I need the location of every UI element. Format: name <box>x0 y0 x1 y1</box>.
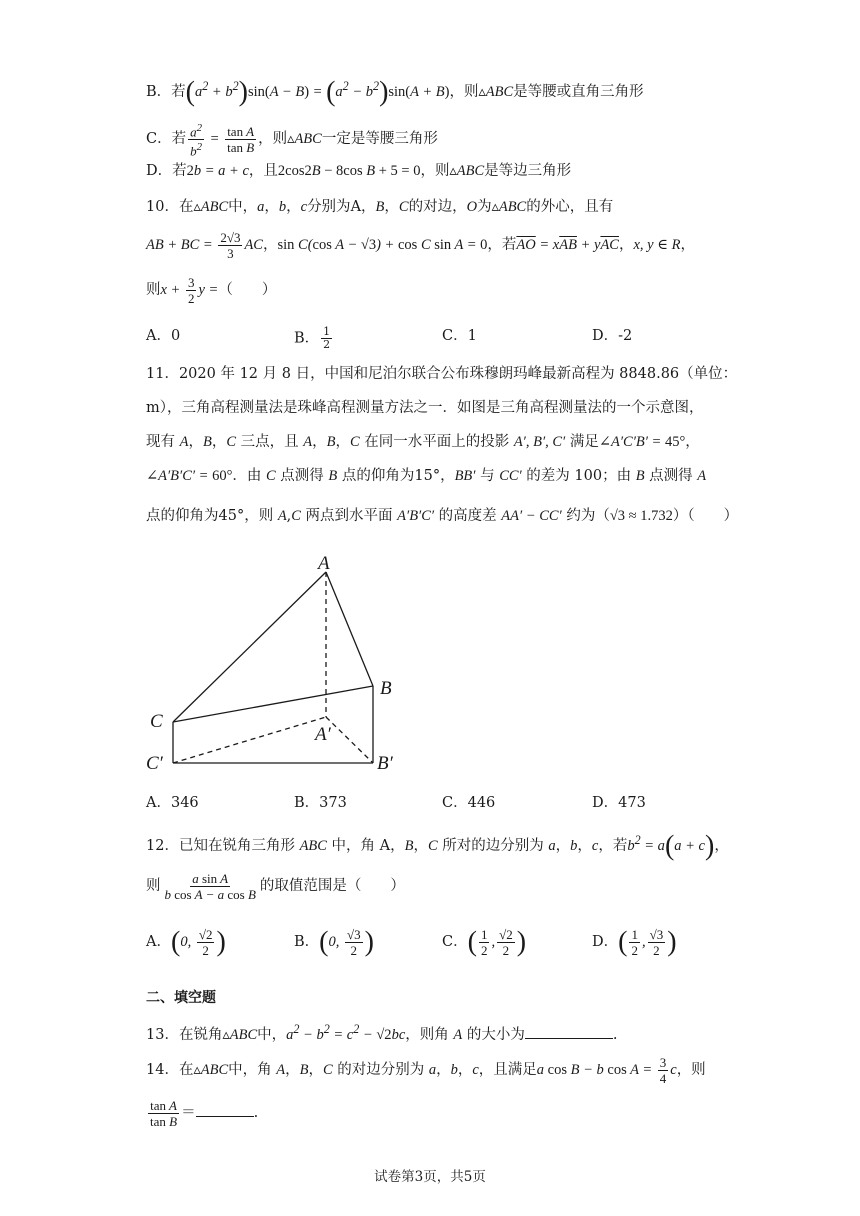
label-a: A <box>318 553 330 574</box>
q12-line-1: 12．已知在锐角三角形 ABC 中，角 A，B，C 所对的边分别为 a，b，c，若$b^2 = a(a + c)$， <box>146 830 729 862</box>
q9-option-d: D．若2b = a + c，且2cos2B − 8cos B + 5 = 0，则▵ABC是等边三角形 <box>146 163 572 179</box>
q10-option-b: B． $\frac{1}{2}$ <box>294 325 331 351</box>
page-footer: 试卷第3页，共5页 <box>374 1169 486 1185</box>
q11-line-3: 现有 A，B，C 三点，且 A，B，C 在同一水平面上的投影 A′, B′, C′ 满足∠A′C′B′ = 45°， <box>146 434 700 450</box>
q14-line-1: 14．在▵ABC中，角 A，B，C 的对边分别为 a，b，c，且满足a cos B − b cos A = $\frac{3}{4}$ c，则 <box>146 1055 706 1087</box>
q10-option-c: C．1 <box>442 328 477 344</box>
q11-line-2: m），三角高程测量法是珠峰高程测量方法之一．如图是三角高程测量法的一个示意图， <box>146 400 704 416</box>
q12-option-a: A．(0, $\frac{√2}{2}$ ) <box>146 926 226 959</box>
q11-option-c: C．446 <box>442 795 496 811</box>
edge-ac <box>173 572 326 722</box>
q11-line-1: 11．2020 年 12 月 8 日，中国和尼泊尔联合公布珠穆朗玛峰最新高程为 8848.86（单位： <box>146 366 738 382</box>
q10-option-d: D．-2 <box>592 328 633 344</box>
q10-option-a: A．0 <box>146 328 181 344</box>
label-b-prime: B′ <box>377 753 393 774</box>
q13-answer-blank[interactable] <box>525 1038 613 1039</box>
label-c: C <box>150 711 163 732</box>
q14-answer-blank[interactable] <box>196 1116 254 1117</box>
q12-line-2: 则 $\frac{\text{a sin A}}{\text{b cos A − a cos B}}$ 的取值范围是（ ） <box>146 871 405 903</box>
q12-option-b: B．(0, $\frac{√3}{2}$ ) <box>294 926 374 959</box>
edge-a1b1 <box>326 717 373 763</box>
q12-option-c: C．( $\frac{1}{2}$ , $\frac{√2}{2}$ ) <box>442 926 527 959</box>
q11-line-5: 点的仰角为45°，则 A,C 两点到水平面 A′B′C′ 的高度差 AA′ − CC′ 约为（√3 ≈ 1.732）（ ） <box>146 508 739 524</box>
edge-cb <box>173 686 373 722</box>
q10-line-2: AB + BC = $\frac{2√3}{3}$ AC，sin C(cos A − √3) + cos C sin A = 0，若$\overline{AO} = x\overline{AB} + y\overline{AC}$，x, y ∈ R， <box>146 230 695 262</box>
q11-line-4: ∠A′B′C′ = 60°．由 C 点测得 B 点的仰角为15°，BB′ 与 CC′ 的差为 100；由 B 点测得 A <box>146 468 707 484</box>
q9-option-b: B．若$(a^2 + b^2)\sin(A - B) = (a^2 - b^2)\sin(A + B)$，则▵ABC是等腰或直角三角形 <box>146 76 644 108</box>
label-a-prime: A′ <box>315 724 331 745</box>
q10-line-1: 10．在▵ABC中，a，b，c分别为A，B，C的对边，O为▵ABC的外心，且有 <box>146 199 614 215</box>
q14-line-2: $\frac{\text{tan A}}{\text{tan B}}$ ＝ . <box>150 1098 259 1130</box>
q11-option-d: D．473 <box>592 795 646 811</box>
q13: 13．在锐角▵ABC中，$a^2 - b^2 = c^2 - √2bc$，则角 A 的大小为 . <box>146 1022 618 1043</box>
label-c-prime: C′ <box>146 753 163 774</box>
label-b: B <box>380 678 392 699</box>
q10-line-3: 则x + $\frac{3}{2}$ y =（ ） <box>146 275 277 307</box>
q11-option-a: A．346 <box>146 795 199 811</box>
edge-ab <box>326 572 373 686</box>
section-title-fill-in: 二、填空题 <box>146 990 216 1006</box>
q11-option-b: B．373 <box>294 795 347 811</box>
q11-figure <box>140 545 410 785</box>
q9-option-c: C．若 $\frac{a^2}{b^2}$ = $\frac{\text{tan A}}{\text{tan B}}$ ，则▵ABC一定是等腰三角形 <box>146 122 438 159</box>
q12-option-d: D．( $\frac{1}{2}$ , $\frac{√3}{2}$ ) <box>592 926 677 959</box>
edge-c1a1 <box>173 717 326 763</box>
